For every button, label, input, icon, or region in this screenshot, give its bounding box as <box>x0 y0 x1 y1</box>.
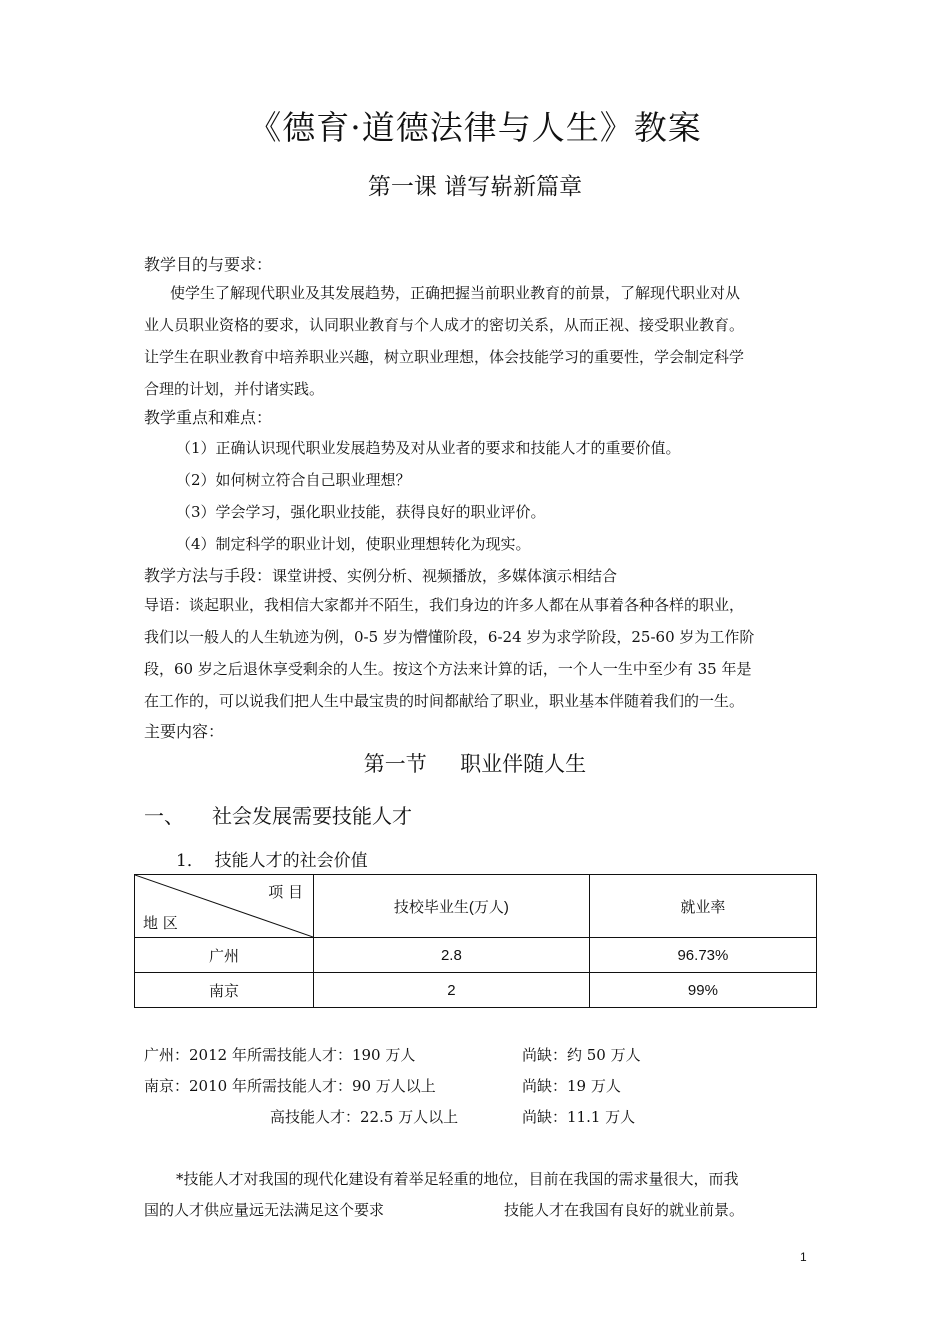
key-point-item: （2）如何树立符合自己职业理想？ <box>176 471 411 489</box>
key-point-item: （4）制定科学的职业计划，使职业理想转化为现实。 <box>176 535 531 553</box>
sub-heading: 1． 技能人才的社会价值 <box>176 851 368 871</box>
region-cell: 南京 <box>135 973 314 1008</box>
main-content-label: 主要内容： <box>144 722 225 741</box>
column-header: 就业率 <box>589 875 816 938</box>
document-title: 《德育·道德法律与人生》教案 <box>248 108 702 147</box>
graduates-table <box>134 874 817 1008</box>
conclusion-line-2a: 国的人才供应量远无法满足这个要求 <box>144 1201 385 1219</box>
objectives-line-4: 合理的计划，并付诸实践。 <box>144 380 325 398</box>
intro-line-2: 我们以一般人的人生轨迹为例，0-5 岁为懵懂阶段，6-24 岁为求学阶段，25-60 岁为工作阶 <box>144 628 755 646</box>
intro-line-4: 在工作的，可以说我们把人生中最宝贵的时间都献给了职业，职业基本伴随着我们的一生。 <box>144 692 745 710</box>
table-corner-cell <box>135 875 314 938</box>
methods-line <box>144 563 617 586</box>
corner-label-region: 地 区 <box>143 914 178 932</box>
part-heading-number: 一、 <box>144 804 184 828</box>
intro-line-3: 段，60 岁之后退休享受剩余的人生。按这个方法来计算的话，一个人一生中至少有 35 年是 <box>144 660 752 678</box>
corner-label-item: 项 目 <box>268 883 303 901</box>
graduates-cell: 2.8 <box>314 938 590 973</box>
methods-text: 课堂讲授、实例分析、视频播放，多媒体演示相结合 <box>272 567 618 585</box>
key-point-item: （1）正确认识现代职业发展趋势及对从业者的要求和技能人才的重要价值。 <box>176 439 681 457</box>
lesson-subtitle: 第一课 谱写崭新篇章 <box>367 174 583 200</box>
part-heading: 社会发展需要技能人才 <box>212 804 412 828</box>
methods-label: 教学方法与手段： <box>144 566 273 585</box>
rate-cell: 99% <box>589 973 816 1008</box>
section-title: 第一节 职业伴随人生 <box>363 752 587 776</box>
table-header-row <box>135 875 817 938</box>
objectives-line-1: 使学生了解现代职业及其发展趋势，正确把握当前职业教育的前景，了解现代职业对从 <box>170 284 741 302</box>
objectives-heading: 教学目的与要求： <box>144 255 273 274</box>
table-row <box>135 938 817 973</box>
key-points-heading: 教学重点和难点： <box>144 408 273 427</box>
rate-cell: 96.73% <box>589 938 816 973</box>
shortage-high-skill: 尚缺：11.1 万人 <box>522 1108 636 1126</box>
need-nanjing: 南京：2010 年所需技能人才：90 万人以上 <box>144 1077 436 1095</box>
page-number: 1 <box>800 1250 807 1264</box>
need-high-skill: 高技能人才：22.5 万人以上 <box>270 1108 459 1126</box>
table-row <box>135 973 817 1008</box>
graduates-cell: 2 <box>314 973 590 1008</box>
key-point-item: （3）学会学习，强化职业技能，获得良好的职业评价。 <box>176 503 546 521</box>
objectives-line-2: 业人员职业资格的要求，认同职业教育与个人成才的密切关系，从而正视、接受职业教育。 <box>144 316 745 334</box>
intro-line-1: 导语：谈起职业，我相信大家都并不陌生，我们身边的许多人都在从事着各种各样的职业， <box>144 596 745 614</box>
shortage-guangzhou: 尚缺：约 50 万人 <box>522 1046 641 1064</box>
conclusion-line-1: *技能人才对我国的现代化建设有着举足轻重的地位，目前在我国的需求量很大，而我 <box>176 1170 739 1188</box>
shortage-nanjing: 尚缺：19 万人 <box>522 1077 621 1095</box>
need-guangzhou: 广州：2012 年所需技能人才：190 万人 <box>144 1046 416 1064</box>
objectives-line-3: 让学生在职业教育中培养职业兴趣，树立职业理想，体会技能学习的重要性，学会制定科学 <box>144 348 745 366</box>
region-cell: 广州 <box>135 938 314 973</box>
conclusion-line-2b: 技能人才在我国有良好的就业前景。 <box>504 1201 745 1219</box>
column-header: 技校毕业生(万人) <box>314 875 590 938</box>
